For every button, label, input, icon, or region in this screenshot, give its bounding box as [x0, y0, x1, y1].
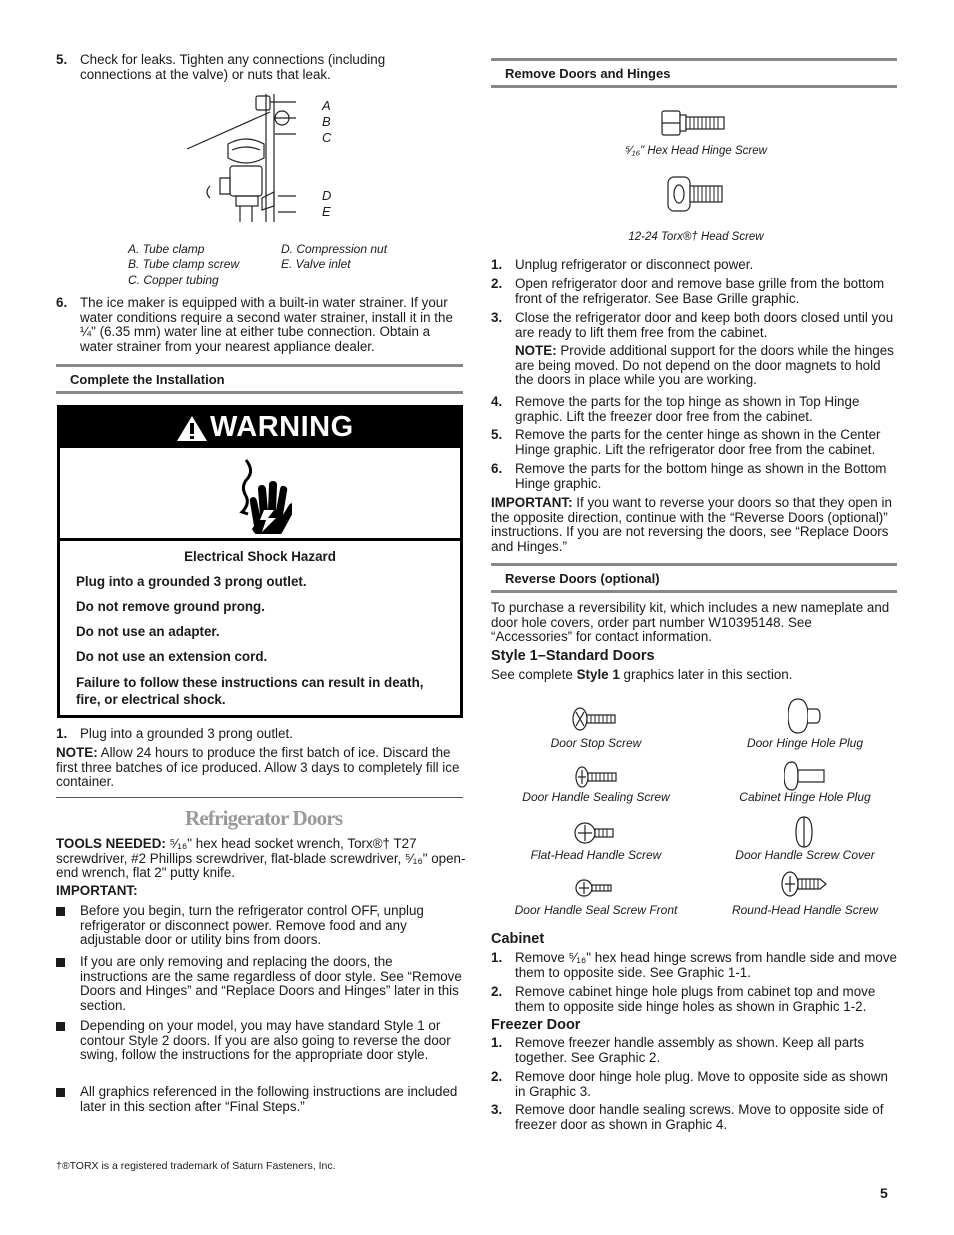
bullet-text: If you are only removing and replacing the doors, the instructions are the same regardless of door style. See “Remove Doors and Hinges” and “Replace Doors and Hinges” later in this section. — [80, 954, 462, 1014]
bullet-text: Depending on your model, you may have standard Style 1 or contour Style 2 doors. If you are also going to reverse the door swing, follow the instructions for the appropriate door style. — [80, 1018, 451, 1063]
ice-note — [56, 746, 464, 790]
cabinet-step-1 — [491, 951, 899, 980]
bullet-item — [56, 904, 462, 948]
bullet-text: All graphics referenced in the following instructions are included later in this section after “Final Steps.” — [80, 1084, 458, 1114]
important-label: IMPORTANT: — [491, 495, 573, 510]
figure-letter-c: C — [322, 130, 332, 145]
note-label: NOTE: — [56, 745, 98, 760]
step-6 — [56, 296, 466, 355]
reverse-doors-heading — [491, 563, 897, 593]
step-number: 6. — [491, 461, 503, 476]
step-number: 5. — [56, 52, 68, 67]
warning-line: Do not use an adapter. — [76, 624, 220, 639]
torx-screw-caption: 12-24 Torx®† Head Screw — [628, 231, 764, 243]
step-number: 2. — [491, 1069, 503, 1084]
torx-head-screw-icon — [666, 174, 726, 214]
style-text-c: graphics later in this section. — [619, 667, 793, 682]
step-number: 4. — [491, 394, 503, 409]
step-number: 1. — [491, 257, 503, 272]
legend-c: C. Copper tubing — [128, 273, 219, 287]
style-text — [491, 668, 899, 683]
step-text: Check for leaks. Tighten any connections (including connections at the valve) or nuts that leak. — [80, 52, 386, 82]
step-number: 3. — [491, 1102, 503, 1117]
step-text: Plug into a grounded 3 prong outlet. — [80, 726, 293, 741]
cabinet-heading: Cabinet — [491, 931, 545, 947]
step-text: The ice maker is equipped with a built-in water strainer. If your water conditions require a second water strainer, install it in the ¼" (6.35 mm) water line at either tube connection. Obtain a water strainer from your nearest appliance dealer. — [80, 295, 453, 355]
remove-step-3 — [491, 311, 899, 340]
remove-step-5 — [491, 428, 899, 457]
warning-line: Plug into a grounded 3 prong outlet. — [76, 574, 307, 589]
remove-step-6 — [491, 462, 899, 491]
style-text-b: Style 1 — [576, 667, 620, 682]
remove-doors-heading — [491, 58, 897, 88]
doors-title: Refrigerator Doors — [185, 806, 343, 830]
heading-text: Complete the Installation — [70, 372, 225, 387]
hex-screw-caption: ⁵⁄₁₆" Hex Head Hinge Screw — [625, 145, 767, 157]
reverse-important — [491, 496, 899, 555]
step-text: Remove ⁵⁄₁₆" hex head hinge screws from handle side and move them to opposite side. See Graphic 1-1. — [515, 950, 897, 980]
legend-d: D. Compression nut — [281, 242, 388, 256]
warning-header — [60, 408, 460, 448]
part-caption: Flat-Head Handle Screw — [530, 848, 662, 862]
step-number: 1. — [56, 726, 68, 741]
reverse-text: To purchase a reversibility kit, which includes a new nameplate and door hole covers, order part number W10395148. See “Accessories” for contact information. — [491, 600, 890, 645]
tools-text: ⁵⁄₁₆" hex head socket wrench, Torx®† T27 screwdriver, #2 Phillips screwdriver, flat-blade screwdriver, ⁵⁄₁₆" open-end wrench, flat 2" putty knife. — [56, 836, 466, 881]
part-caption: Door Hinge Hole Plug — [746, 736, 864, 750]
part-caption: Door Handle Seal Screw Front — [514, 903, 678, 917]
figure-letter-a: A — [322, 98, 331, 113]
step-text: Remove the parts for the bottom hinge as shown in the Bottom Hinge graphic. — [515, 461, 887, 491]
tools-needed — [56, 837, 466, 881]
warning-hazard: Electrical Shock Hazard — [184, 549, 336, 564]
step-text: Remove the parts for the top hinge as shown in Top Hinge graphic. Lift the freezer door free from the cabinet. — [515, 394, 860, 424]
step-number: 2. — [491, 984, 503, 999]
plug-step — [56, 727, 456, 742]
bullet-item — [56, 1085, 462, 1114]
step-text: Remove freezer handle assembly as shown. Keep all parts together. See Graphic 2. — [515, 1035, 865, 1065]
section-divider — [56, 797, 463, 798]
heading-text: Reverse Doors (optional) — [505, 571, 660, 586]
step-text: Remove the parts for the center hinge as shown in the Center Hinge graphic. Lift the refrigerator door free from the cabinet. — [515, 427, 881, 457]
step-number: 1. — [491, 950, 503, 965]
legend-e: E. Valve inlet — [281, 257, 351, 271]
part-caption: Door Stop Screw — [550, 736, 642, 750]
legend-b: B. Tube clamp screw — [128, 257, 240, 271]
freezer-step-2 — [491, 1070, 899, 1099]
important-text: If you want to reverse your doors so that they open in the opposite direction, continue with the “Reverse Doors (optional)” instructions. If you are not reversing the doors, see “Replace Doors and Hinges.” — [491, 495, 892, 555]
remove-step-4 — [491, 395, 899, 424]
door-handle-screw-cover-icon — [794, 815, 814, 849]
part-caption: Door Handle Screw Cover — [735, 848, 875, 862]
warning-line: Do not remove ground prong. — [76, 599, 265, 614]
note-label: NOTE: — [515, 343, 557, 358]
complete-installation-heading — [56, 364, 463, 394]
style-heading: Style 1–Standard Doors — [491, 648, 655, 664]
warning-title: WARNING — [210, 411, 354, 443]
step-text: Open refrigerator door and remove base grille from the bottom front of the refrigerator. See Base Grille graphic. — [515, 276, 885, 306]
step-text: Remove cabinet hinge hole plugs from cabinet top and move them to opposite side hinge holes as shown in Graphic 1-2. — [515, 984, 876, 1014]
page-number: 5 — [880, 1185, 888, 1201]
bullet-text: Before you begin, turn the refrigerator control OFF, unplug refrigerator or disconnect power. Remove food and any adjustable door or utility bins from doors. — [80, 903, 424, 948]
important-label: IMPORTANT: — [56, 883, 138, 898]
door-stop-screw-icon — [570, 706, 620, 732]
door-handle-seal-screw-front-icon — [575, 877, 615, 899]
step-number: 2. — [491, 276, 503, 291]
hex-head-screw-icon — [660, 108, 728, 138]
freezer-step-1 — [491, 1036, 899, 1065]
bullet-item — [56, 955, 462, 1014]
step-number: 6. — [56, 295, 68, 310]
figure-letter-e: E — [322, 204, 331, 219]
legend-a: A. Tube clamp — [128, 242, 205, 256]
heading-text: Remove Doors and Hinges — [505, 66, 671, 81]
bullet-square — [56, 1022, 65, 1031]
remove-step-1 — [491, 258, 899, 273]
electric-shock-icon — [228, 456, 292, 534]
water-valve-figure — [180, 92, 340, 234]
note-text: Provide additional support for the doors while the hinges are being moved. Do not depend on the door magnets to hold the doors in place while you are working. — [515, 343, 894, 388]
figure-letters — [322, 98, 331, 220]
freezer-step-3 — [491, 1103, 899, 1132]
figure-letter-b: B — [322, 114, 331, 129]
footnote: †®TORX is a registered trademark of Saturn Fasteners, Inc. — [56, 1160, 336, 1172]
cabinet-step-2 — [491, 985, 899, 1014]
hinge-note — [515, 344, 899, 388]
warning-line: Do not use an extension cord. — [76, 649, 268, 664]
part-caption: Door Handle Sealing Screw — [522, 790, 670, 804]
bullet-square — [56, 907, 65, 916]
step-number: 5. — [491, 427, 503, 442]
step-number: 3. — [491, 310, 503, 325]
freezer-heading: Freezer Door — [491, 1017, 581, 1033]
part-caption: Round-Head Handle Screw — [731, 903, 879, 917]
door-hinge-hole-plug-icon — [788, 697, 824, 735]
cabinet-hinge-hole-plug-icon — [784, 760, 828, 792]
warning-box — [57, 405, 463, 718]
tools-label: TOOLS NEEDED: — [56, 836, 166, 851]
note-text: Allow 24 hours to produce the first batch of ice. Discard the first three batches of ice produced. Allow 3 days to completely fill ice container. — [56, 745, 460, 790]
step-text: Remove door hinge hole plug. Move to opposite side as shown in Graphic 3. — [515, 1069, 888, 1099]
style-text-a: See complete — [491, 667, 577, 682]
remove-step-2 — [491, 277, 899, 306]
step-number: 1. — [491, 1035, 503, 1050]
step-5 — [56, 53, 456, 82]
bullet-square — [56, 958, 65, 967]
bullet-item — [56, 1019, 462, 1063]
part-caption: Cabinet Hinge Hole Plug — [739, 790, 871, 804]
door-handle-sealing-screw-icon — [574, 765, 620, 789]
warning-triangle-icon — [176, 414, 208, 442]
round-head-handle-screw-icon — [781, 870, 829, 898]
step-text: Close the refrigerator door and keep both doors closed until you are ready to lift them free from the cabinet. — [515, 310, 894, 340]
warning-line: Failure to follow these instructions can result in death, fire, or electrical shock. — [76, 675, 424, 708]
step-text: Remove door handle sealing screws. Move to opposite side of freezer door as shown in Graphic 4. — [515, 1102, 884, 1132]
step-text: Unplug refrigerator or disconnect power. — [515, 257, 754, 272]
bullet-square — [56, 1088, 65, 1097]
warning-divider — [60, 538, 460, 541]
flat-head-handle-screw-icon — [574, 820, 616, 846]
figure-letter-d: D — [322, 188, 332, 203]
